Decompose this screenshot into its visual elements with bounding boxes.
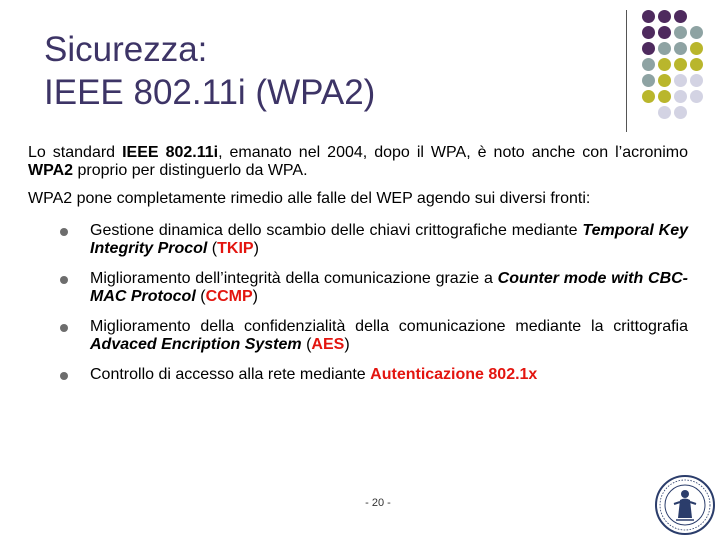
dot	[642, 42, 655, 55]
bullet-term: Counter mode with CBC-MAC Protocol	[90, 270, 689, 305]
dot	[658, 58, 671, 71]
dot	[674, 90, 687, 103]
bullet-item-8021x	[58, 366, 688, 384]
bullet-text: Gestione dinamica dello scambio delle chiavi crittografiche mediante	[90, 222, 583, 239]
bullet-term: Temporal Key Integrity Procol	[90, 222, 689, 257]
dot	[674, 58, 687, 71]
bullet-acronym: TKIP	[217, 240, 254, 257]
bullet-item-tkip	[58, 222, 688, 258]
bullet-acronym: Autenticazione 802.1x	[370, 366, 538, 383]
bullet-text: Miglioramento dell’integrità della comunicazione grazie a	[90, 270, 498, 287]
bullet-text: Controllo di accesso alla rete mediante	[90, 366, 371, 383]
bullet-item-aes	[58, 318, 688, 354]
bullet-paren-open: (	[207, 240, 218, 257]
dot	[674, 74, 687, 87]
decorative-divider	[626, 10, 627, 132]
dot	[674, 10, 687, 23]
bullet-paren-open: (	[195, 288, 206, 305]
intro-text-1: Lo standard	[28, 144, 123, 161]
decorative-dot-grid	[642, 10, 706, 122]
university-seal-icon	[654, 474, 716, 536]
title-line-1: Sicurezza:	[44, 30, 208, 69]
dot	[674, 106, 687, 119]
bullet-list	[58, 222, 688, 384]
slide-title	[44, 28, 375, 114]
intro-text-3: proprio per distinguerlo da WPA.	[73, 162, 308, 179]
dot	[642, 106, 655, 119]
bullet-paren-close: )	[252, 288, 258, 305]
dot	[674, 26, 687, 39]
bullet-term: Advaced Encription System	[90, 336, 302, 353]
dot	[690, 26, 703, 39]
dot	[658, 90, 671, 103]
dot	[690, 10, 703, 23]
page-number	[0, 497, 720, 509]
dot	[674, 42, 687, 55]
dot	[642, 58, 655, 71]
dot	[690, 42, 703, 55]
dot	[658, 42, 671, 55]
dot	[642, 90, 655, 103]
intro-text-2: , emanato nel 2004, dopo il WPA, è noto anche con l’acronimo	[218, 144, 689, 161]
dot	[658, 26, 671, 39]
dot	[642, 74, 655, 87]
dot	[690, 106, 703, 119]
page-number-text: - 20 -	[365, 497, 391, 509]
bullet-acronym: CCMP	[205, 288, 253, 305]
bullet-text: Miglioramento della confidenzialità della comunicazione mediante la crittografia	[90, 318, 688, 335]
dot	[642, 26, 655, 39]
dot	[658, 10, 671, 23]
dot	[690, 58, 703, 71]
title-line-2: IEEE 802.11i (WPA2)	[44, 73, 376, 112]
dot	[642, 10, 655, 23]
bullet-paren-close: )	[344, 336, 350, 353]
dot	[658, 106, 671, 119]
acronym-wpa2: WPA2	[28, 162, 74, 179]
dot	[690, 90, 703, 103]
standard-name: IEEE 802.11i	[122, 144, 219, 161]
bullet-paren-close: )	[253, 240, 259, 257]
bullet-paren-open: (	[301, 336, 312, 353]
fronts-paragraph: WPA2 pone completamente rimedio alle falle del WEP agendo sui diversi fronti:	[28, 190, 591, 207]
dot	[690, 74, 703, 87]
bullet-item-ccmp	[58, 270, 688, 306]
bullet-acronym: AES	[311, 336, 345, 353]
dot	[658, 74, 671, 87]
intro-paragraph	[28, 144, 688, 180]
